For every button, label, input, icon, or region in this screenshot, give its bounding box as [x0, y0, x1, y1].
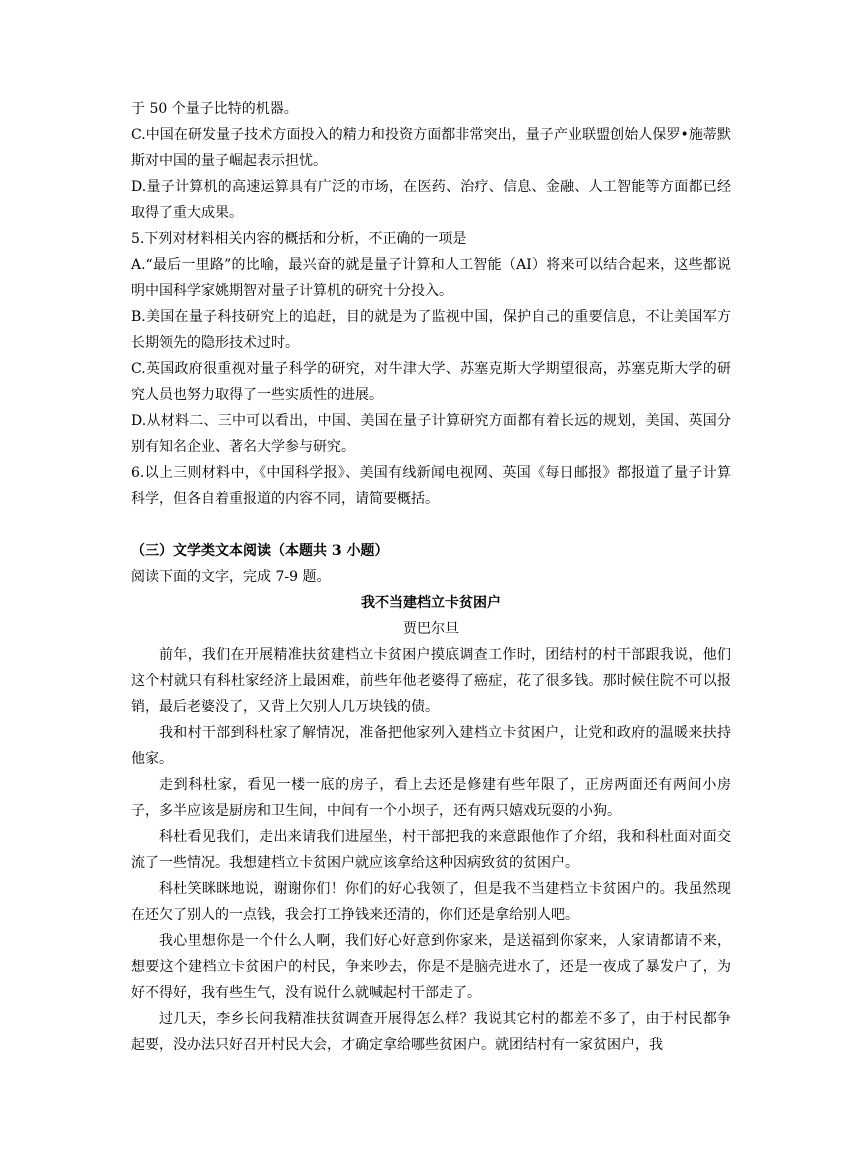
q4-option-c: C.中国在研发量子技术方面投入的精力和投资方面都非常突出，量子产业联盟创始人保罗•施蒂默斯对中国的量子崛起表示担忧。 [131, 127, 731, 169]
q5-stem: 5.下列对材料相关内容的概括和分析，不正确的一项是 [131, 231, 467, 247]
q6-question: 6.以上三则材料中，《中国科学报》、美国有线新闻电视网、英国《每日邮报》都报道了量子计算科学，但各自着重报道的内容不同，请简要概括。 [131, 465, 731, 507]
q4-option-d: D.量子计算机的高速运算具有广泛的市场，在医药、治疗、信息、金融、人工智能等方面都已经取得了重大成果。 [131, 179, 731, 221]
story-paragraph: 过几天，李乡长问我精准扶贫调查开展得怎么样？我说其它村的都差不多了，由于村民都争起要，没办法只好召开村民大会，才确定拿给哪些贫困户。就团结村有一家贫困户，我 [131, 1011, 731, 1053]
section-spacer [131, 512, 731, 538]
q4-tail-text: 于 50 个量子比特的机器。 [131, 101, 298, 117]
q5-option-a: A.“最后一里路”的比喻，最兴奋的就是量子计算和人工智能（AI）将来可以结合起来，这些都说明中国科学家姚期智对量子计算机的研究十分投入。 [131, 257, 731, 299]
section-heading: （三）文学类文本阅读（本题共 3 小题） [131, 543, 389, 559]
story-paragraph: 科杜看见我们，走出来请我们进屋坐，村干部把我的来意跟他作了介绍，我和科杜面对面交流了一些情况。我想建档立卡贫困户就应该拿给这种因病致贫的贫困户。 [131, 829, 731, 871]
section-instruction: 阅读下面的文字，完成 7-9 题。 [131, 569, 331, 585]
q5-option-d: D.从材料二、三中可以看出，中国、美国在量子计算研究方面都有着长远的规划，美国、英国分别有知名企业、著名大学参与研究。 [131, 413, 731, 455]
story-author: 贾巴尔旦 [403, 621, 459, 637]
story-paragraph: 科杜笑眯眯地说，谢谢你们！你们的好心我领了，但是我不当建档立卡贫困户的。我虽然现在还欠了别人的一点钱，我会打工挣钱来还清的，你们还是拿给别人吧。 [131, 881, 731, 923]
story-paragraph: 我心里想你是一个什么人啊，我们好心好意到你家来，是送福到你家来，人家请都请不来，想要这个建档立卡贫困户的村民，争来吵去，你是不是脑壳进水了，还是一夜成了暴发户了，为好不得好，我有些生气，没有说什么就喊起村干部走了。 [131, 933, 731, 1001]
story-paragraph: 前年，我们在开展精准扶贫建档立卡贫困户摸底调查工作时，团结村的村干部跟我说，他们这个村就只有科杜家经济上最困难，前些年他老婆得了癌症，花了很多钱。那时候住院不可以报销，最后老婆没了，又背上欠别人几万块钱的债。 [131, 647, 731, 715]
story-title: 我不当建档立卡贫困户 [361, 595, 501, 611]
story-paragraph: 走到科杜家，看见一楼一底的房子，看上去还是修建有些年限了，正房两面还有两间小房子，多半应该是厨房和卫生间，中间有一个小坝子，还有两只嬉戏玩耍的小狗。 [131, 777, 731, 819]
document-page [131, 96, 731, 1058]
q5-option-c: C.英国政府很重视对量子科学的研究，对牛津大学、苏塞克斯大学期望很高，苏塞克斯大学的研究人员也努力取得了一些实质性的进展。 [131, 361, 731, 403]
q5-option-b: B.美国在量子科技研究上的追赶，目的就是为了监视中国，保护自己的重要信息，不让美国军方长期领先的隐形技术过时。 [131, 309, 731, 351]
story-paragraph: 我和村干部到科杜家了解情况，准备把他家列入建档立卡贫困户，让党和政府的温暖来扶持他家。 [131, 725, 731, 767]
